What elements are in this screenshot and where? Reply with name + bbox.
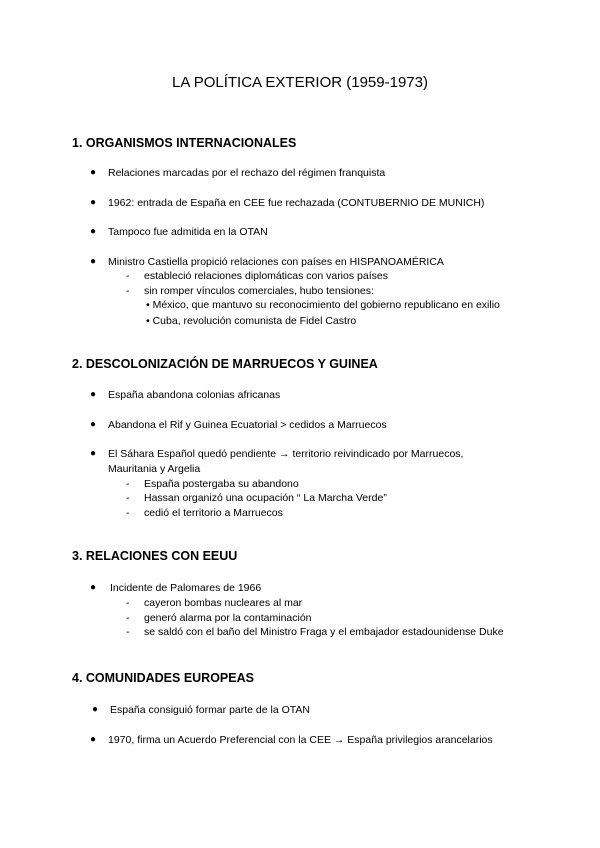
- dash-marker: -: [126, 612, 130, 624]
- s1-item-3: Tampoco fue admitida en la OTAN: [108, 226, 268, 238]
- dash-marker: -: [126, 492, 130, 504]
- section-1-heading: 1. ORGANISMOS INTERNACIONALES: [72, 136, 297, 150]
- s3-item-1: Incidente de Palomares de 1966: [110, 582, 262, 594]
- s1-subsubitem-mexico: • México, que mantuvo su reconocimiento del gobierno republicano en exilio: [146, 299, 500, 311]
- bullet-icon: ●: [90, 419, 97, 430]
- section-2-heading: 2. DESCOLONIZACIÓN DE MARRUECOS Y GUINEA: [72, 357, 378, 371]
- s1-item-2: 1962: entrada de España en CEE fue rechazada (CONTUBERNIO DE MUNICH): [108, 197, 485, 209]
- s4-item-1: España consiguió formar parte de la OTAN: [110, 704, 310, 716]
- page-title: LA POLÍTICA EXTERIOR (1959-1973): [172, 74, 428, 91]
- bullet-icon: ●: [92, 704, 99, 715]
- bullet-icon: ●: [90, 582, 97, 593]
- s1-item-4: Ministro Castiella propició relaciones con países en HISPANOAMÉRICA: [108, 256, 444, 268]
- s2-subitem-2: Hassan organizó una ocupación “ La Marcha Verde”: [144, 492, 387, 504]
- section-3-heading: 3. RELACIONES CON EEUU: [72, 549, 238, 563]
- bullet-icon: ●: [90, 448, 97, 459]
- s2-subitem-1: España postergaba su abandono: [144, 478, 299, 490]
- s4-item-2: 1970, firma un Acuerdo Preferencial con la CEE → España privilegios arancelarios: [108, 734, 493, 746]
- dash-marker: -: [126, 597, 130, 609]
- s2-subitem-3: cedió el territorio a Marruecos: [144, 507, 283, 519]
- s3-subitem-1: cayeron bombas nucleares al mar: [144, 597, 303, 609]
- bullet-icon: ●: [90, 256, 97, 267]
- s2-item-1: España abandona colonias africanas: [108, 389, 281, 401]
- dash-marker: -: [126, 270, 130, 282]
- s1-subsubitem-cuba: • Cuba, revolución comunista de Fidel Castro: [146, 315, 357, 327]
- s2-item-3-line-1: El Sáhara Español quedó pendiente → territorio reivindicado por Marruecos,: [108, 448, 464, 460]
- dash-marker: -: [126, 285, 130, 297]
- s2-item-3-line-2: Mauritania y Argelia: [108, 463, 201, 475]
- s1-item-1: Relaciones marcadas por el rechazo del régimen franquista: [108, 167, 386, 179]
- bullet-icon: ●: [90, 389, 97, 400]
- section-4-heading: 4. COMUNIDADES EUROPEAS: [72, 671, 254, 685]
- dash-marker: -: [126, 478, 130, 490]
- dash-marker: -: [126, 507, 130, 519]
- s2-item-2: Abandona el Rif y Guinea Ecuatorial > cedidos a Marruecos: [108, 419, 387, 431]
- bullet-icon: ●: [90, 226, 97, 237]
- s3-subitem-2: generó alarma por la contaminación: [144, 612, 312, 624]
- s3-subitem-3: se saldó con el baño del Ministro Fraga y el embajador estadounidense Duke: [144, 626, 504, 638]
- s1-subitem-1: estableció relaciones diplomáticas con varios países: [144, 270, 388, 282]
- bullet-icon: ●: [90, 167, 97, 178]
- s1-subitem-2: sin romper vínculos comerciales, hubo tensiones:: [144, 285, 374, 297]
- bullet-icon: ●: [90, 197, 97, 208]
- bullet-icon: ●: [90, 734, 97, 745]
- dash-marker: -: [126, 626, 130, 638]
